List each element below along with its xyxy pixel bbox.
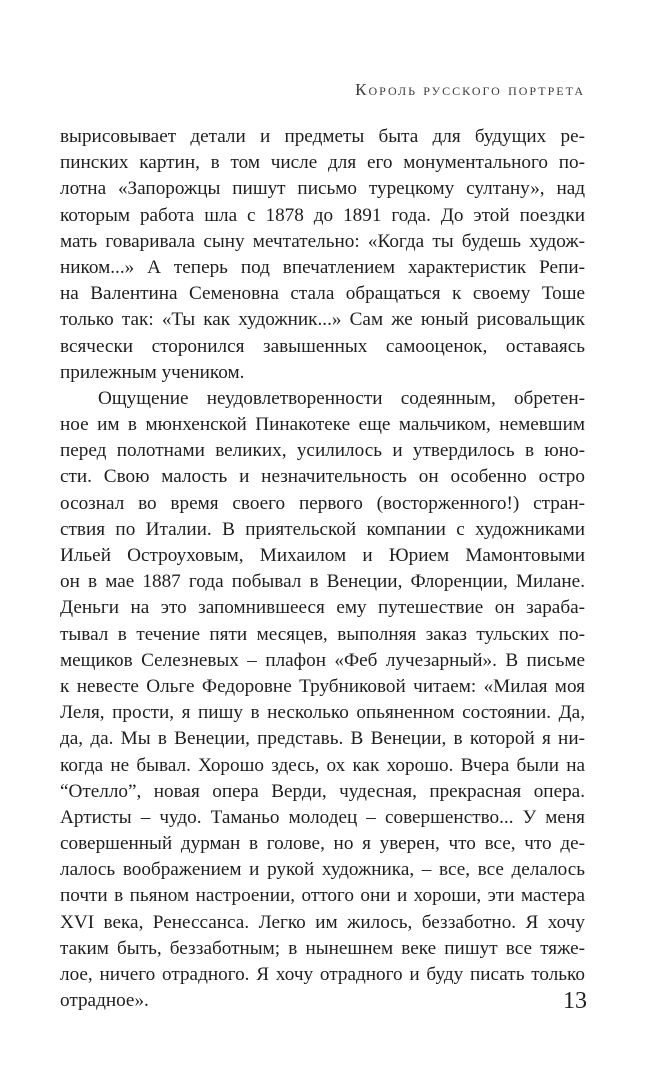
text-line: которым работа шла с 1878 до 1891 года. До этой поездки [60, 204, 585, 226]
text-line: пинских картин, в том числе для его монументального по- [60, 152, 585, 174]
paragraph-1 [60, 124, 585, 386]
text-line: лотна «Запорожцы пишут письмо турецкому султану», над [60, 178, 585, 200]
text-line: он в мае 1887 года побывал в Венеции, Флоренции, Милане. [60, 571, 585, 593]
text-line: лалось воображением и рукой художника, – все, все делалось [60, 859, 585, 881]
text-line: на Валентина Семеновна стала обращаться к своему Тоше [60, 283, 585, 305]
text-line: Ильей Остроуховым, Михаилом и Юрием Мамонтовыми [60, 545, 585, 566]
text-line: сти. Свою малость и незначительность он особенно остро [60, 466, 585, 488]
paragraph-2 [60, 386, 585, 1015]
text-line: тывал в течение пяти месяцев, выполняя заказ тульских по- [60, 623, 585, 645]
text-line: совершенный дурман в голове, но я уверен, что все, что де- [60, 833, 585, 855]
text-line: ное им в мюнхенской Пинакотеке еще мальчиком, немевшим [60, 414, 585, 436]
body-text [60, 124, 585, 1014]
text-line: почти в пьяном настроении, оттого они и хороши, эти мастера [60, 885, 585, 907]
text-line: ствия по Италии. В приятельской компании с художниками [60, 518, 585, 540]
text-line: вырисовывает детали и предметы быта для будущих ре- [60, 126, 585, 147]
text-line: да, да. Мы в Венеции, представь. В Венеции, в которой я ни- [60, 728, 585, 750]
running-header: Король русского портрета [355, 80, 585, 99]
text-line: “Отелло”, новая опера Верди, чудесная, прекрасная опера. [60, 780, 585, 802]
text-line: мать говаривала сыну мечтательно: «Когда ты будешь худож- [60, 230, 585, 252]
text-line: XVI века, Ренессанса. Легко им жилось, беззаботно. Я хочу [60, 911, 585, 933]
text-line: прилежным учеником. [60, 361, 245, 383]
page-number: 13 [563, 988, 587, 1014]
text-line: Артисты – чудо. Таманьо молодец – совершенство... У меня [60, 806, 585, 828]
text-line: лое, ничего отрадного. Я хочу отрадного и буду писать только [60, 964, 585, 985]
text-line: Леля, прости, я пишу в несколько опьяненном состоянии. Да, [60, 702, 585, 724]
text-line: к невесте Ольге Федоровне Трубниковой читаем: «Милая моя [60, 675, 585, 697]
text-line: ником...» А теперь под впечатлением характеристик Репи- [60, 256, 585, 278]
text-line: таким быть, беззаботным; в нынешнем веке пишут все тяже- [60, 937, 585, 959]
text-line: всячески сторонился завышенных самооценок, оставаясь [60, 335, 585, 357]
text-line: осознал во время своего первого (восторженного!) стран- [60, 492, 585, 514]
text-line: мещиков Селезневых – плафон «Феб лучезарный». В письме [60, 649, 585, 671]
text-line: отрадное». [60, 990, 149, 1012]
text-line: Деньги на это запомнившееся ему путешествие он зараба- [60, 597, 585, 619]
text-line: когда не бывал. Хорошо здесь, ох как хорошо. Вчера были на [60, 754, 585, 776]
text-line: перед полотнами великих, усилилось и утвердилось в юно- [60, 440, 585, 462]
text-line: только так: «Ты как художник...» Сам же юный рисовальщик [60, 309, 585, 331]
text-line: Ощущение неудовлетворенности содеянным, обретен- [98, 387, 585, 409]
